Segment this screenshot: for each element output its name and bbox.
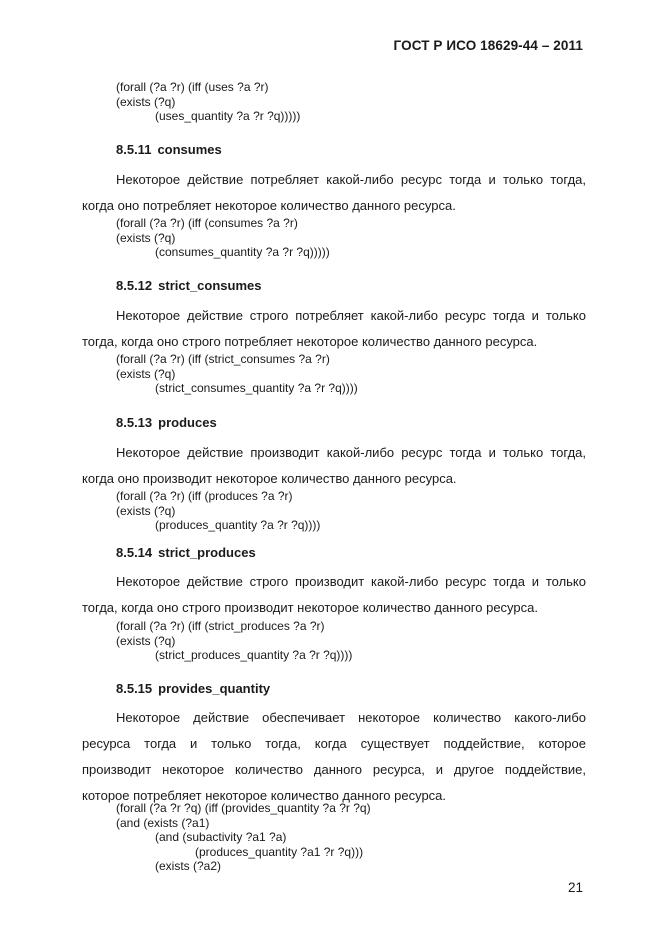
- code-line: (exists (?a2): [155, 859, 222, 873]
- code-line: (produces_quantity ?a ?r ?q)))): [155, 518, 321, 532]
- paragraph-line: когда оно потребляет некоторое количество данного ресурса.: [82, 198, 456, 213]
- section-title: consumes: [157, 142, 222, 157]
- paragraph-line: которое потребляет некоторое количество данного ресурса.: [82, 788, 447, 803]
- code-line: (forall (?a ?r) (iff (consumes ?a ?r): [116, 216, 298, 230]
- paragraph-consumes: [82, 167, 586, 219]
- section-number: 8.5.14: [116, 545, 153, 560]
- page-number: 21: [567, 880, 583, 895]
- section-heading-consumes: [116, 142, 222, 157]
- section-number: 8.5.13: [116, 415, 153, 430]
- section-title: strict_produces: [158, 545, 256, 560]
- code-line: (forall (?a ?r) (iff (produces ?a ?r): [116, 489, 293, 503]
- code-block-provides-quantity: [116, 801, 371, 874]
- paragraph-line: Некоторое действие обеспечивает некоторое количество какого-либо: [116, 710, 586, 725]
- paragraph-produces: [82, 440, 586, 492]
- section-title: strict_consumes: [158, 278, 262, 293]
- code-line: (uses_quantity ?a ?r ?q))))): [155, 109, 301, 123]
- section-number: 8.5.12: [116, 278, 153, 293]
- code-line: (forall (?a ?r ?q) (iff (provides_quantity ?a ?r ?q): [116, 801, 371, 815]
- paragraph-line: производит некоторое количество данного ресурса, и другое поддействие,: [82, 762, 586, 777]
- code-line: (exists (?q): [116, 366, 176, 381]
- section-title: produces: [158, 415, 217, 430]
- section-heading-strict-produces: [116, 545, 256, 560]
- code-block-produces: [116, 489, 320, 533]
- code-line: (forall (?a ?r) (iff (strict_produces ?a ?r): [116, 619, 325, 633]
- paragraph-line: ресурса тогда и только тогда, когда существует поддействие, которое: [82, 736, 586, 751]
- paragraph-line: Некоторое действие потребляет какой-либо ресурс тогда и только тогда,: [116, 172, 586, 187]
- code-line: (strict_produces_quantity ?a ?r ?q)))): [155, 648, 353, 662]
- paragraph-line: тогда, когда оно строго потребляет некоторое количество данного ресурса.: [82, 334, 538, 349]
- paragraph-line: Некоторое действие строго потребляет какой-либо ресурс тогда и только: [116, 308, 586, 323]
- code-block-strict-consumes: [116, 352, 358, 396]
- code-line: (strict_consumes_quantity ?a ?r ?q)))): [155, 381, 358, 395]
- paragraph-strict-consumes: [82, 303, 586, 355]
- section-heading-strict-consumes: [116, 278, 261, 293]
- code-line: (exists (?q): [116, 633, 176, 648]
- code-line: (exists (?q): [116, 503, 176, 518]
- code-line: (and (exists (?a1): [116, 815, 210, 830]
- code-line: (produces_quantity ?a1 ?r ?q))): [195, 844, 364, 859]
- section-heading-produces: [116, 415, 217, 430]
- code-line: (forall (?a ?r) (iff (uses ?a ?r): [116, 80, 269, 94]
- code-line: (exists (?q): [116, 230, 176, 245]
- code-block-consumes: [116, 216, 330, 260]
- paragraph-line: Некоторое действие производит какой-либо ресурс тогда и только тогда,: [116, 445, 586, 460]
- section-heading-provides-quantity: [116, 681, 270, 696]
- paragraph-line: когда оно производит некоторое количество данного ресурса.: [82, 471, 457, 486]
- code-block-strict-produces: [116, 619, 352, 663]
- code-line: (exists (?q): [116, 94, 176, 109]
- paragraph-strict-produces: [82, 569, 586, 621]
- section-number: 8.5.11: [116, 142, 152, 157]
- code-line: (forall (?a ?r) (iff (strict_consumes ?a ?r): [116, 352, 330, 366]
- section-title: provides_quantity: [158, 681, 271, 696]
- code-line: (and (subactivity ?a1 ?a): [155, 830, 287, 844]
- paragraph-provides-quantity: [82, 705, 586, 809]
- document-header: ГОСТ Р ИСО 18629-44 – 2011: [393, 38, 583, 53]
- paragraph-line: тогда, когда оно строго производит некоторое количество данного ресурса.: [82, 600, 538, 615]
- section-number: 8.5.15: [116, 681, 153, 696]
- code-block-uses: [116, 80, 300, 124]
- code-line: (consumes_quantity ?a ?r ?q))))): [155, 245, 330, 259]
- paragraph-line: Некоторое действие строго производит какой-либо ресурс тогда и только: [116, 574, 586, 589]
